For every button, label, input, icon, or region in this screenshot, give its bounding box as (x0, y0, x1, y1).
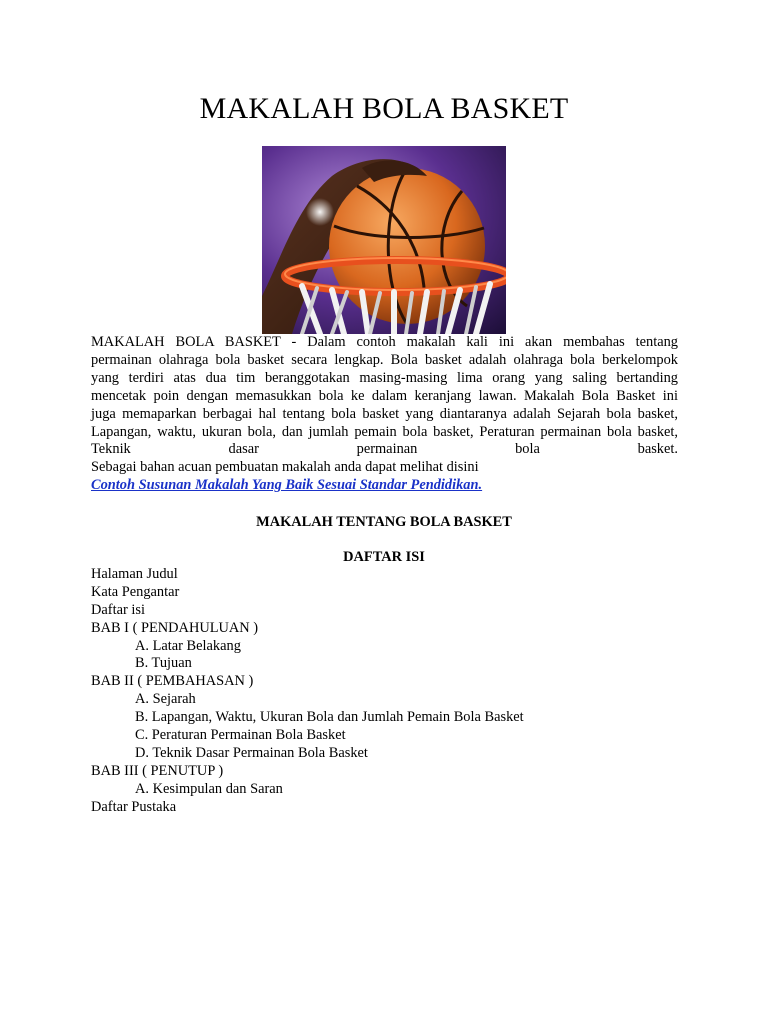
basketball-hoop-image (262, 146, 506, 334)
toc-item-bab-2: BAB II ( PEMBAHASAN ) (91, 673, 254, 690)
intro-line: permainan olahraga bola basket secara lengkap. Bola basket adalah olahraga bola berkelompok (91, 351, 678, 368)
intro-line: Lapangan, waktu, ukuran bola, dan jumlah pemain bola basket, Peraturan permainan bola basket, (91, 423, 678, 440)
toc-heading: DAFTAR ISI (343, 549, 425, 565)
intro-line: juga memaparkan berbagai hal tentang bola basket yang diantaranya adalah Sejarah bola basket, (91, 405, 678, 422)
toc-item-daftar-pustaka: Daftar Pustaka (91, 798, 177, 815)
toc-item-halaman-judul: Halaman Judul (91, 566, 178, 582)
basketball-illustration (262, 146, 506, 334)
reference-line: Sebagai bahan acuan pembuatan makalah anda dapat melihat disini (91, 459, 479, 476)
table-of-contents (91, 566, 691, 816)
intro-line: Teknik dasar permainan bola basket. (91, 441, 678, 458)
toc-subitem-sejarah: A. Sejarah (135, 691, 196, 708)
toc-item-daftar-isi: Daftar isi (91, 601, 145, 618)
document-title: MAKALAH BOLA BASKET (199, 92, 569, 125)
toc-subitem-kesimpulan: A. Kesimpulan dan Saran (135, 780, 283, 797)
toc-item-bab-1: BAB I ( PENDAHULUAN ) (91, 619, 259, 636)
toc-item-bab-3: BAB III ( PENUTUP ) (91, 762, 224, 779)
toc-subitem-tujuan: B. Tujuan (135, 655, 192, 672)
toc-subitem-teknik-dasar: D. Teknik Dasar Permainan Bola Basket (135, 744, 368, 761)
toc-item-kata-pengantar: Kata Pengantar (91, 583, 180, 600)
intro-paragraph (91, 334, 678, 495)
makalah-example-link[interactable]: Contoh Susunan Makalah Yang Baik Sesuai Standar Pendidikan. (91, 477, 483, 494)
intro-line: MAKALAH BOLA BASKET - Dalam contoh makalah kali ini akan membahas tentang (91, 334, 678, 350)
intro-line: yang terdiri atas dua tim beranggotakan masing-masing lima orang yang saling bertanding (91, 369, 678, 386)
section-heading: MAKALAH TENTANG BOLA BASKET (256, 514, 512, 530)
intro-line: mencetak poin dengan memasukkan bola ke dalam keranjang lawan. Makalah Bola Basket ini (91, 387, 678, 404)
toc-subitem-latar-belakang: A. Latar Belakang (135, 637, 241, 654)
toc-subitem-lapangan: B. Lapangan, Waktu, Ukuran Bola dan Jumlah Pemain Bola Basket (135, 709, 524, 726)
toc-subitem-peraturan: C. Peraturan Permainan Bola Basket (135, 727, 346, 744)
